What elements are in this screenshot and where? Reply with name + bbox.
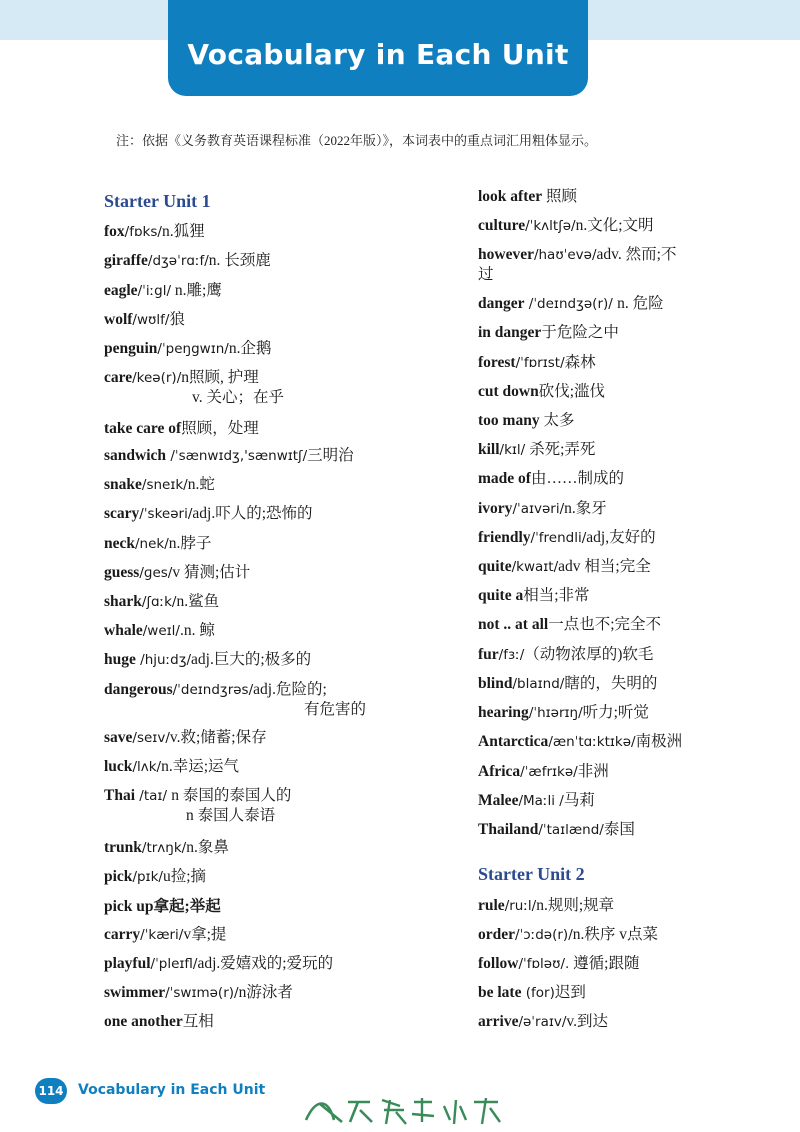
vocab-entry: kill/kɪl/ 杀死;弄死 [478,441,596,458]
vocab-entry: danger /ˈdeɪndʒə(r)/ n. 危险 [478,295,664,312]
vocab-entry: playful/ˈpleɪfl/adj.爱嬉戏的;爱玩的 [104,955,334,972]
vocab-entry: friendly/ˈfrendli/adj,友好的 [478,529,656,546]
vocab-entry: luck/lʌk/n.幸运;运气 [104,758,240,775]
vocab-entry: eagle/ˈiːgl/ n.雕;鹰 [104,282,222,299]
page-title: Vocabulary in Each Unit [187,38,569,71]
vocab-entry: Africa/ˈæfrɪkə/非洲 [478,763,609,780]
vocab-entry: one another互相 [104,1013,214,1030]
page-number-badge: 114 [35,1078,67,1104]
vocab-entry: fur/fɜː/（动物浓厚的)软毛 [478,646,654,663]
vocab-entry: quite/kwaɪt/adv 相当;完全 [478,558,651,575]
vocab-entry: huge /hjuːdʒ/adj.巨大的;极多的 [104,651,312,668]
vocab-entry: scary/ˈskeəri/adj.吓人的;恐怖的 [104,505,313,522]
vocab-entry: pick/pɪk/u捡;摘 [104,868,207,885]
vocab-entry: snake/sneɪk/n.蛇 [104,476,215,493]
publisher-logo-bottom [296,1092,506,1128]
footer-label: Vocabulary in Each Unit [78,1082,266,1098]
vocab-entry: trunk/trʌŋk/n.象鼻 [104,839,229,856]
vocab-entry: pick up拿起;举起 [104,898,221,915]
unit-title: Starter Unit 2 [478,864,585,884]
vocab-entry: wolf/wʊlf/狼 [104,311,185,328]
vocab-entry: penguin/ˈpeŋgwɪn/n.企鹅 [104,340,272,357]
vocab-entry: arrive/əˈraɪv/v.到达 [478,1013,609,1030]
vocab-entry: fox/fɒks/n.狐狸 [104,223,205,240]
vocab-entry: whale/weɪl/.n. 鲸 [104,622,215,639]
vocab-entry: dangerous/ˈdeɪndʒrəs/adj.危险的; 有危害的 [104,681,367,718]
vocab-entry: forest/ˈfɒrɪst/森林 [478,354,596,371]
vocab-entry: guess/ɡes/v 猜测;估计 [104,564,251,581]
vocab-entry: giraffe/dʒəˈrɑːf/n. 长颈鹿 [104,252,271,269]
vocab-entry: made of由……制成的 [478,470,624,487]
vocab-entry: follow/ˈfɒləʊ/. 遵循;跟随 [478,955,640,972]
vocab-entry: not .. at all一点也不;完全不 [478,616,661,633]
vocab-entry: rule/ruːl/n.规则;规章 [478,897,615,914]
vocab-entry: in danger于危险之中 [478,324,619,341]
vocab-entry: cut down砍伐;滥伐 [478,383,606,400]
vocab-entry: culture/ˈkʌltʃə/n.文化;文明 [478,217,654,234]
vocab-entry: Malee/Maːli /马莉 [478,792,595,809]
vocab-entry: neck/nek/n.脖子 [104,535,212,552]
unit-title: Starter Unit 1 [104,191,211,211]
vocab-entry: care/keə(r)/n照顾, 护理 v. 关心；在乎 [104,369,284,406]
vocab-entry: Antarctica/ænˈtɑːktɪkə/南极洲 [478,733,683,750]
vocab-entry: ivory/ˈaɪvəri/n.象牙 [478,500,607,517]
vocab-entry: carry/ˈkæri/v拿;提 [104,926,227,943]
vocab-entry: shark/ʃɑːk/n.鲨鱼 [104,593,220,610]
vocab-entry: too many 太多 [478,412,575,429]
vocab-entry: Thailand/ˈtaɪlænd/泰国 [478,821,635,838]
vocab-entry: swimmer/ˈswɪmə(r)/n游泳者 [104,984,293,1001]
vocab-entry: quite a相当;非常 [478,587,590,604]
vocab-entry: order/ˈɔːdə(r)/n.秩序 v点菜 [478,926,659,943]
note-text: 注：依据《义务教育英语课程标准（2022年版）》，本词表中的重点词汇用粗体显示。 [116,133,598,148]
vocab-entry: sandwich /ˈsænwɪdʒ,'sænwɪtʃ/三明治 [104,447,354,464]
vocab-entry: Thai /taɪ/ n 泰国的泰国人的 n 泰国人泰语 [104,787,292,824]
vocab-entry: blind/blaɪnd/瞎的，失明的 [478,675,658,692]
vocab-entry: look after 照顾 [478,188,578,205]
vocab-entry: however/haʊˈevə/adv. 然而;不 过 [478,246,677,283]
vocab-entry: save/seɪv/v.救;储蓄;保存 [104,729,267,746]
vocab-entry: hearing/ˈhɪərɪŋ/听力;听觉 [478,704,649,721]
vocab-entry: take care of照顾，处理 [104,420,259,437]
vocab-entry: be late (for)迟到 [478,984,586,1001]
